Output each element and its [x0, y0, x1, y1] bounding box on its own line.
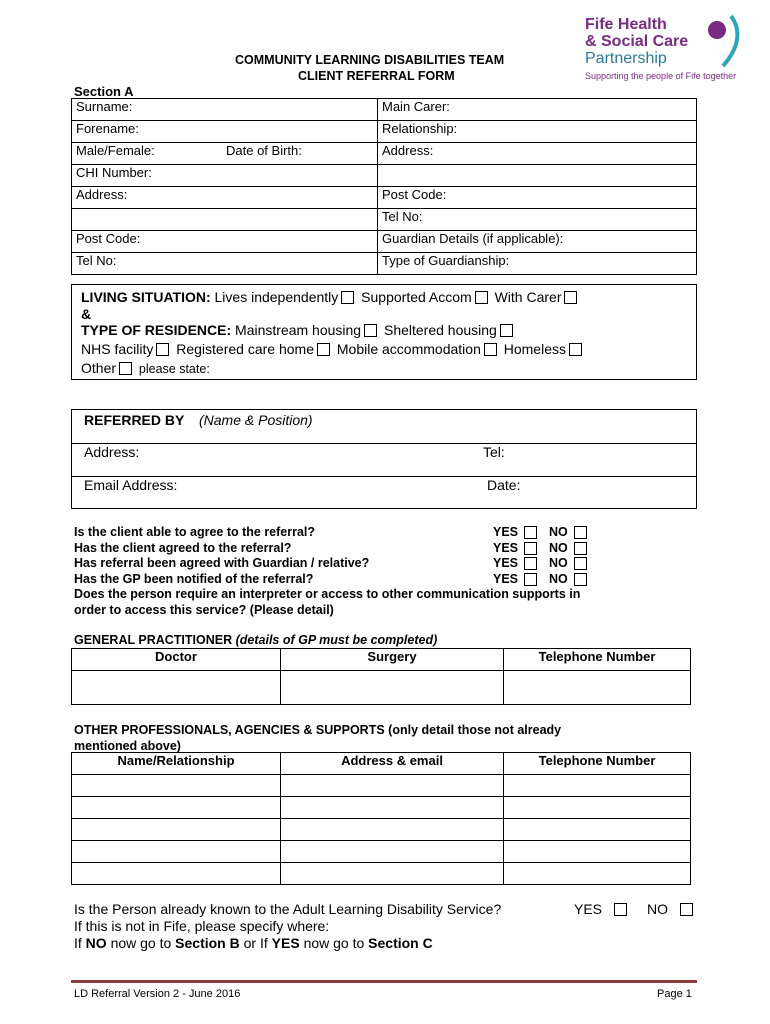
section-a-right-cell[interactable]: [378, 99, 697, 121]
yes-checkbox[interactable]: [524, 557, 537, 570]
gp-title-note: (details of GP must be completed): [235, 633, 438, 647]
referred-email-row[interactable]: [72, 476, 696, 508]
checkbox-nhs-facility[interactable]: [156, 343, 169, 356]
other-header-row: [72, 753, 691, 775]
gp-col-surgery: Surgery: [281, 649, 504, 671]
section-a-left-cell[interactable]: [72, 209, 378, 231]
residence-row-2: [81, 340, 696, 359]
checkbox-lives-independently[interactable]: [341, 291, 354, 304]
section-a-row: [72, 253, 697, 275]
referred-address-label: Address:: [84, 444, 140, 460]
question-row: [74, 556, 694, 572]
other-data-row: [72, 819, 691, 841]
gp-header-row: [72, 649, 691, 671]
other-cell[interactable]: [72, 775, 281, 797]
known-section: [74, 901, 694, 952]
other-col-address: Address & email: [281, 753, 504, 775]
logo-tagline: Supporting the people of Fife together: [585, 71, 737, 81]
checkbox-other[interactable]: [119, 362, 132, 375]
section-a-row: [72, 121, 697, 143]
no-bold: NO: [85, 935, 107, 951]
other-cell[interactable]: [72, 863, 281, 885]
gp-title: GENERAL PRACTITIONER: [74, 633, 233, 647]
other-cell[interactable]: [504, 819, 691, 841]
question-interpreter-cont: order to access this service? (Please detail): [74, 602, 334, 617]
opt-mobile-accommodation: Mobile accommodation: [336, 341, 481, 357]
other-cell[interactable]: [281, 775, 504, 797]
known-no-label: NO: [647, 901, 668, 917]
question-interpreter: Does the person require an interpreter or access to other communication supports in: [74, 587, 581, 601]
other-cell[interactable]: [504, 841, 691, 863]
no-checkbox[interactable]: [574, 573, 587, 586]
section-a-right-label: Main Carer:: [382, 99, 450, 114]
question-row: [74, 541, 694, 557]
referred-email-label: Email Address:: [84, 477, 178, 493]
section-a-right-label: Address:: [382, 143, 434, 158]
question-text: Has referral been agreed with Guardian / relative?: [74, 556, 370, 570]
no-label: NO: [549, 525, 568, 539]
section-a-left-cell[interactable]: [72, 231, 378, 253]
section-a-right-label: Type of Guardianship:: [382, 253, 510, 268]
gp-data-row: [72, 671, 691, 705]
no-checkbox[interactable]: [574, 542, 587, 555]
yes-checkbox[interactable]: [524, 573, 537, 586]
referred-by-row[interactable]: [72, 410, 696, 444]
section-a-right-cell[interactable]: [378, 187, 697, 209]
logo-line3: Partnership: [585, 50, 667, 67]
section-a-left-label: CHI Number:: [76, 165, 152, 180]
referred-by-box: [71, 409, 697, 509]
section-a-left-cell[interactable]: [72, 253, 378, 275]
section-a-right-label: Tel No:: [382, 209, 423, 224]
known-yes-checkbox[interactable]: [614, 903, 627, 916]
footer-left: LD Referral Version 2 - June 2016: [74, 988, 241, 1000]
other-data-row: [72, 841, 691, 863]
other-please-state: please state:: [138, 362, 210, 376]
living-situation-box: [71, 284, 697, 380]
opt-other: Other: [81, 360, 117, 376]
dob-label: Date of Birth:: [226, 143, 302, 158]
gp-heading: [74, 633, 437, 647]
other-cell[interactable]: [72, 841, 281, 863]
section-a-row: [72, 209, 697, 231]
opt-sheltered-housing: Sheltered housing: [383, 322, 497, 338]
section-a-left-label: Address:: [76, 187, 128, 202]
question-row: [74, 525, 694, 541]
checkbox-mainstream-housing[interactable]: [364, 324, 377, 337]
question-text: Has the client agreed to the referral?: [74, 540, 292, 555]
known-specify: If this is not in Fife, please specify where:: [74, 918, 330, 934]
logo-figure-icon: [703, 14, 741, 70]
logo-line1: Fife Health: [585, 16, 667, 33]
checkbox-mobile-accommodation[interactable]: [484, 343, 497, 356]
known-question: Is the Person already known to the Adult Learning Disability Service?: [74, 901, 502, 917]
known-instructions: [74, 935, 694, 952]
other-data-row: [72, 863, 691, 885]
living-ampersand: &: [81, 306, 92, 322]
section-a-right-cell[interactable]: [378, 143, 697, 165]
opt-supported-accom: Supported Accom: [361, 289, 472, 305]
form-title: COMMUNITY LEARNING DISABILITIES TEAM: [235, 53, 505, 67]
checkbox-registered-care-home[interactable]: [317, 343, 330, 356]
gp-doctor-cell[interactable]: [72, 671, 281, 705]
opt-with-carer: With Carer: [494, 289, 562, 305]
or-if-text: or If: [243, 935, 268, 951]
other-cell[interactable]: [72, 797, 281, 819]
gp-col-doctor: Doctor: [72, 649, 281, 671]
opt-homeless: Homeless: [503, 341, 566, 357]
other-cell[interactable]: [504, 775, 691, 797]
section-a-right-cell[interactable]: [378, 165, 697, 187]
gp-surgery-cell[interactable]: [281, 671, 504, 705]
section-a-row: [72, 143, 697, 165]
yes-label: YES: [493, 571, 519, 586]
goto-text: now go to: [110, 935, 172, 951]
other-heading: [74, 722, 561, 754]
goto-text-2: now go to: [303, 935, 365, 951]
section-a-right-cell[interactable]: [378, 209, 697, 231]
question-text: Has the GP been notified of the referral?: [74, 571, 314, 586]
other-cell[interactable]: [281, 863, 504, 885]
residence-label: TYPE OF RESIDENCE:: [81, 322, 232, 338]
section-a-left-cell[interactable]: [72, 99, 378, 121]
yes-label: YES: [493, 540, 519, 555]
section-a-table: [71, 98, 697, 275]
yes-label: YES: [493, 525, 519, 539]
section-a-left-label: Male/Female:: [76, 143, 155, 158]
other-cell[interactable]: [504, 863, 691, 885]
opt-lives-independently: Lives independently: [214, 289, 339, 305]
section-a-left-cell[interactable]: [72, 187, 378, 209]
section-a-row: [72, 231, 697, 253]
other-data-row: [72, 797, 691, 819]
referred-by-label: REFERRED BY: [84, 412, 185, 428]
checkbox-with-carer[interactable]: [564, 291, 577, 304]
known-yes-label: YES: [574, 901, 603, 917]
yes-bold: YES: [271, 935, 300, 951]
living-row-1: [81, 288, 696, 307]
checkbox-homeless[interactable]: [569, 343, 582, 356]
section-a-right-cell[interactable]: [378, 253, 697, 275]
section-a-left-cell[interactable]: [72, 143, 378, 165]
other-cell[interactable]: [72, 819, 281, 841]
footer-rule: [71, 980, 697, 983]
gp-table: [71, 648, 691, 705]
yes-checkbox[interactable]: [524, 526, 537, 539]
other-col-telephone: Telephone Number: [504, 753, 691, 775]
form-subtitle: CLIENT REFERRAL FORM: [298, 69, 455, 83]
section-a-heading: Section A: [74, 84, 134, 99]
opt-mainstream-housing: Mainstream housing: [235, 322, 362, 338]
referred-tel-label: Tel:: [483, 444, 505, 460]
section-a-left-label: Surname:: [76, 99, 133, 114]
living-label: LIVING SITUATION:: [81, 289, 211, 305]
no-label: NO: [549, 556, 568, 570]
if-text: If: [74, 935, 82, 951]
yes-label: YES: [493, 556, 519, 570]
opt-nhs-facility: NHS facility: [81, 341, 154, 357]
gp-telephone-cell[interactable]: [504, 671, 691, 705]
other-table: [71, 752, 691, 885]
section-a-row: [72, 165, 697, 187]
section-a-right-cell[interactable]: [378, 121, 697, 143]
no-checkbox[interactable]: [574, 526, 587, 539]
known-question-row: [74, 901, 694, 918]
logo-line2: & Social Care: [585, 33, 689, 50]
section-c-ref: Section C: [368, 935, 433, 951]
section-a-left-label: Post Code:: [76, 231, 141, 246]
other-cell[interactable]: [281, 841, 504, 863]
checkbox-supported-accom[interactable]: [475, 291, 488, 304]
section-a-left-label: Tel No:: [76, 253, 117, 268]
logo: [585, 14, 745, 86]
no-checkbox[interactable]: [574, 557, 587, 570]
no-label: NO: [549, 540, 568, 555]
residence-row-3: [81, 359, 696, 379]
other-cell[interactable]: [281, 797, 504, 819]
residence-row-1: [81, 321, 696, 340]
other-title-cont: mentioned above): [74, 739, 181, 753]
section-a-left-label: Forename:: [76, 121, 139, 136]
footer-page: Page 1: [657, 988, 692, 1000]
other-data-row: [72, 775, 691, 797]
other-title: OTHER PROFESSIONALS, AGENCIES & SUPPORTS (only detail those not already: [74, 723, 562, 737]
other-cell[interactable]: [504, 797, 691, 819]
consent-questions: [74, 525, 694, 618]
question-text: Is the client able to agree to the referral?: [74, 525, 316, 539]
known-no-checkbox[interactable]: [680, 903, 693, 916]
opt-registered-care-home: Registered care home: [176, 341, 314, 357]
yes-checkbox[interactable]: [524, 542, 537, 555]
other-cell[interactable]: [281, 819, 504, 841]
section-a-right-label: Relationship:: [382, 121, 458, 136]
question-row: [74, 572, 694, 588]
section-b-ref: Section B: [175, 935, 240, 951]
gp-col-telephone: Telephone Number: [504, 649, 691, 671]
section-a-right-cell[interactable]: [378, 231, 697, 253]
other-col-name: Name/Relationship: [72, 753, 281, 775]
section-a-left-cell[interactable]: [72, 165, 378, 187]
checkbox-sheltered-housing[interactable]: [500, 324, 513, 337]
no-label: NO: [549, 571, 568, 586]
section-a-right-label: Post Code:: [382, 187, 447, 202]
section-a-row: [72, 99, 697, 121]
referred-date-label: Date:: [487, 477, 521, 493]
section-a-row: [72, 187, 697, 209]
section-a-right-label: Guardian Details (if applicable):: [382, 231, 564, 246]
referred-address-row[interactable]: [72, 443, 696, 477]
referred-by-note: (Name & Position): [199, 412, 313, 428]
section-a-left-cell[interactable]: [72, 121, 378, 143]
